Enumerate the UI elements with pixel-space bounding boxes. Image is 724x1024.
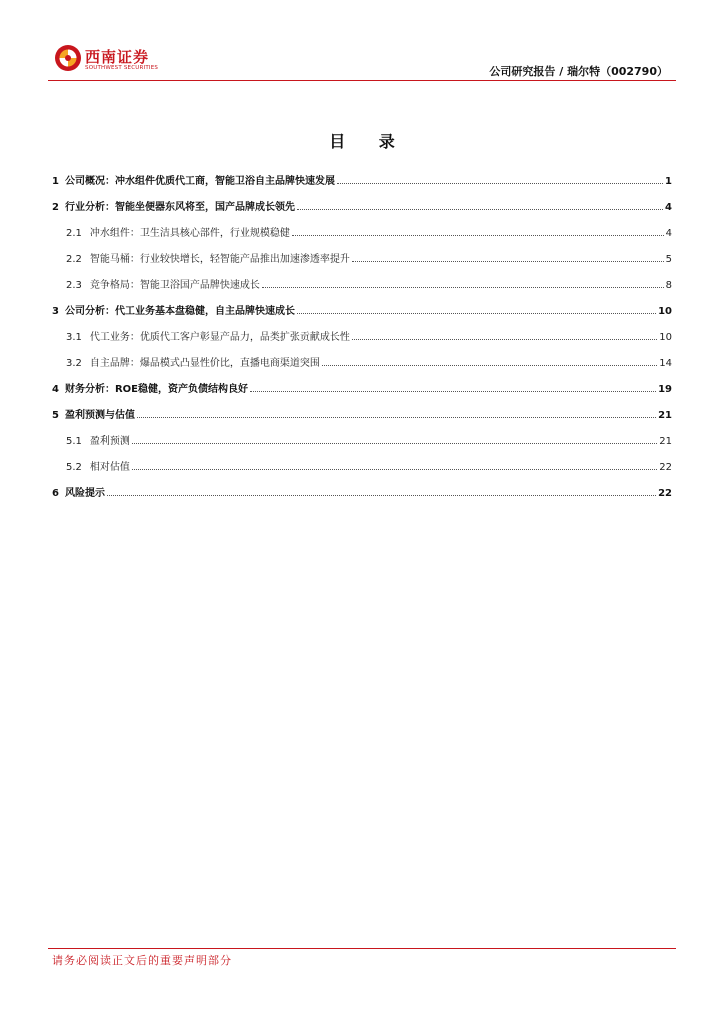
footer-divider (48, 948, 676, 949)
toc-leader-dots (297, 312, 656, 314)
toc-title: 目 录 (329, 132, 409, 151)
toc-entry-number: 4 (52, 384, 59, 395)
header-divider (48, 80, 676, 81)
brand-name-cn: 西南证券 (85, 48, 150, 66)
table-of-contents (52, 172, 672, 510)
toc-entry-page: 4 (665, 228, 672, 239)
toc-entry-page: 8 (665, 280, 672, 291)
toc-entry-page: 21 (659, 436, 672, 447)
toc-leader-dots (337, 182, 663, 184)
toc-entry-title: 财务分析：ROE稳健，资产负债结构良好 (64, 384, 249, 395)
toc-entry-number: 2 (52, 202, 59, 213)
page-header (0, 0, 724, 82)
toc-entry-page: 10 (659, 332, 672, 343)
toc-entry[interactable] (52, 224, 672, 239)
toc-entry[interactable] (52, 458, 672, 473)
toc-entry-title: 风险提示 (64, 488, 105, 499)
toc-entry-page: 4 (665, 202, 672, 213)
toc-entry-title: 相对估值 (89, 462, 130, 473)
toc-entry[interactable] (52, 354, 672, 369)
toc-leader-dots (132, 442, 657, 444)
toc-entry-number: 1 (52, 176, 59, 187)
toc-entry[interactable] (52, 250, 672, 265)
toc-entry-page: 1 (665, 176, 672, 187)
toc-leader-dots (292, 234, 664, 236)
toc-entry-number: 5.2 (66, 462, 82, 473)
brand-name-en: SOUTHWEST SECURITIES (85, 65, 159, 71)
footer-disclaimer: 请务必阅读正文后的重要声明部分 (52, 954, 232, 967)
toc-entry[interactable] (52, 276, 672, 291)
logo-emblem-icon (54, 44, 82, 72)
toc-entry-title: 盈利预测与估值 (64, 410, 135, 421)
toc-entry-page: 22 (658, 488, 672, 499)
toc-entry-title: 竞争格局：智能卫浴国产品牌快速成长 (89, 280, 260, 291)
toc-entry[interactable] (52, 198, 672, 213)
toc-entry-number: 3.2 (66, 358, 82, 369)
toc-entry-number: 6 (52, 488, 59, 499)
toc-entry[interactable] (52, 484, 672, 499)
toc-entry-number: 3.1 (66, 332, 82, 343)
toc-entry-title: 智能马桶：行业较快增长，轻智能产品推出加速渗透率提升 (89, 254, 350, 265)
toc-leader-dots (250, 390, 656, 392)
toc-entry[interactable] (52, 380, 672, 395)
toc-leader-dots (352, 260, 664, 262)
toc-leader-dots (107, 494, 656, 496)
toc-entry-page: 5 (665, 254, 672, 265)
toc-entry-title: 代工业务：优质代工客户彰显产品力，品类扩张贡献成长性 (89, 332, 350, 343)
toc-entry[interactable] (52, 328, 672, 343)
toc-entry-title: 盈利预测 (89, 436, 130, 447)
company-logo (54, 44, 164, 76)
toc-entry-title: 行业分析：智能坐便器东风将至，国产品牌成长领先 (64, 202, 295, 213)
toc-leader-dots (352, 338, 657, 340)
toc-entry-number: 2.3 (66, 280, 82, 291)
toc-entry-page: 19 (658, 384, 672, 395)
toc-entry[interactable] (52, 432, 672, 447)
toc-entry-title: 公司分析：代工业务基本盘稳健，自主品牌快速成长 (64, 306, 295, 317)
toc-entry-title: 冲水组件：卫生洁具核心部件，行业规模稳健 (89, 228, 290, 239)
toc-entry-page: 21 (658, 410, 672, 421)
report-label: 公司研究报告 / 瑞尔特（002790） (489, 65, 668, 78)
toc-entry[interactable] (52, 302, 672, 317)
toc-leader-dots (262, 286, 664, 288)
toc-entry-number: 2.1 (66, 228, 82, 239)
toc-entry-title: 自主品牌：爆品模式凸显性价比，直播电商渠道突围 (89, 358, 320, 369)
toc-entry-title: 公司概况：冲水组件优质代工商，智能卫浴自主品牌快速发展 (64, 176, 335, 187)
toc-entry[interactable] (52, 172, 672, 187)
toc-entry-number: 5.1 (66, 436, 82, 447)
toc-entry-page: 22 (659, 462, 672, 473)
toc-entry-number: 2.2 (66, 254, 82, 265)
toc-leader-dots (322, 364, 657, 366)
toc-leader-dots (297, 208, 663, 210)
toc-entry-number: 5 (52, 410, 59, 421)
toc-entry-number: 3 (52, 306, 59, 317)
toc-entry-page: 14 (659, 358, 672, 369)
toc-entry-page: 10 (658, 306, 672, 317)
toc-leader-dots (132, 468, 657, 470)
toc-leader-dots (137, 416, 656, 418)
toc-entry[interactable] (52, 406, 672, 421)
